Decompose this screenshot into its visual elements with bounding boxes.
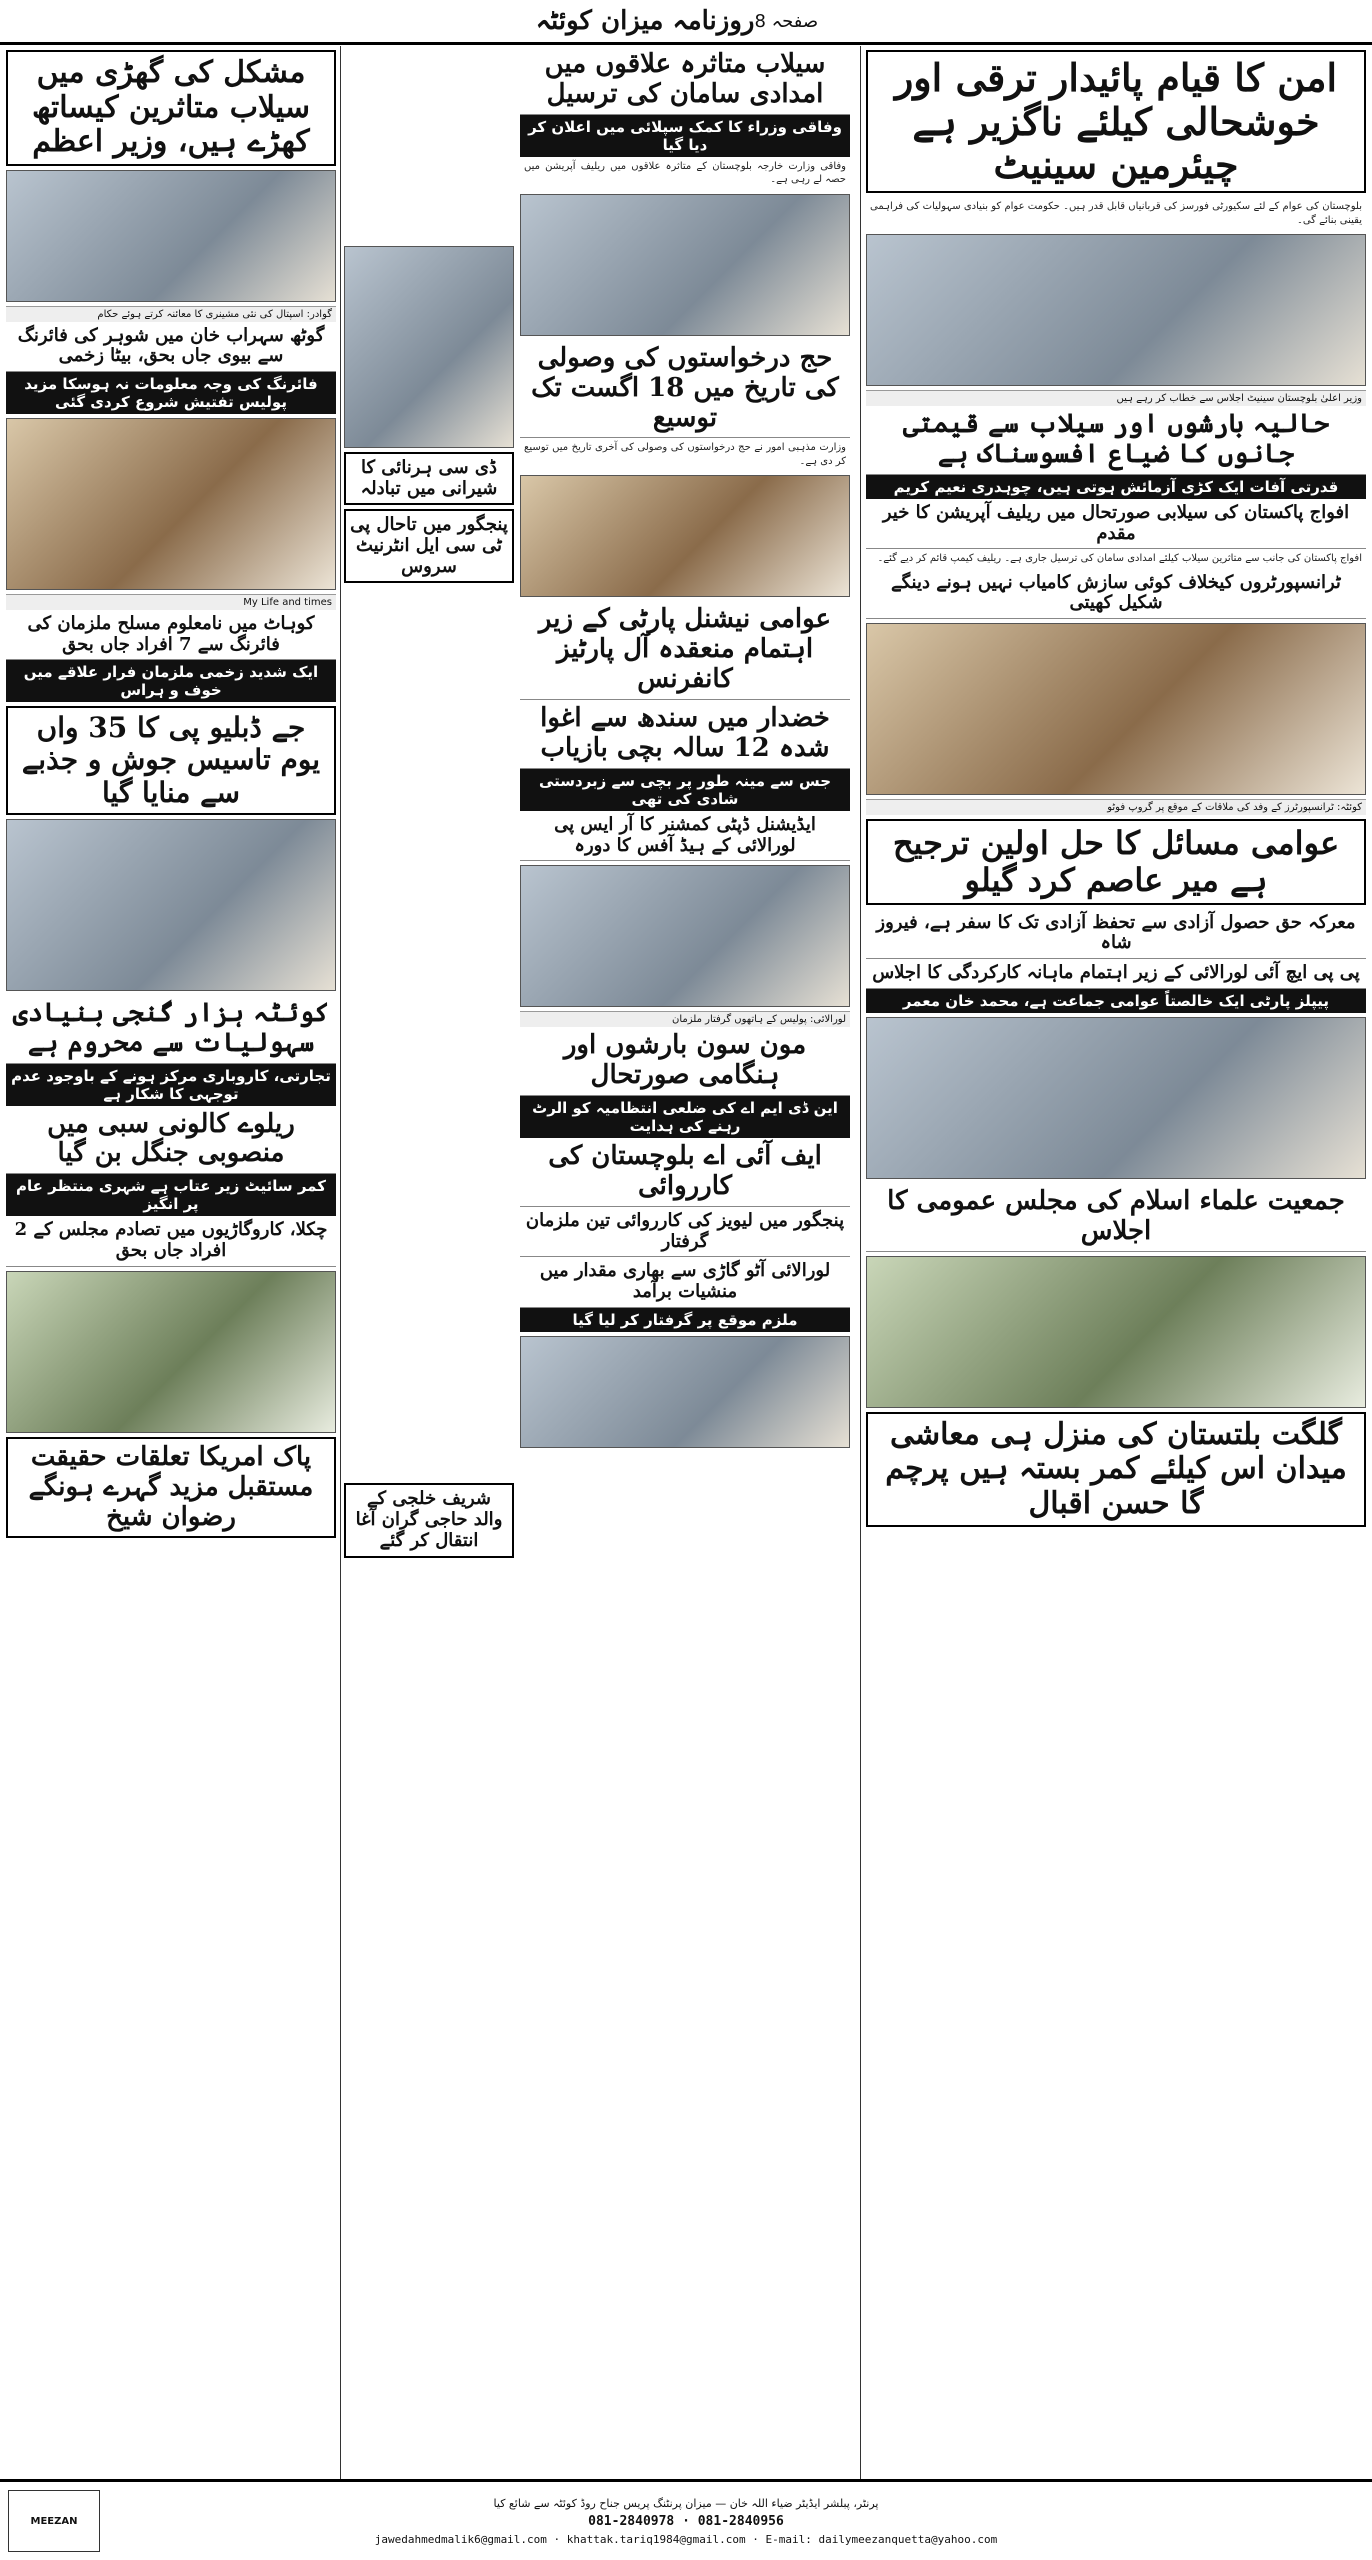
headline-hajj-extension: حج درخواستوں کی وصولی کی تاریخ میں 18 اگست تک توسیع [520, 340, 850, 439]
column-divider [340, 46, 341, 2480]
imprint-line: پرنٹر، پبلشر ایڈیٹر ضیاء اللہ خان — میزان پرنٹنگ پریس جناح روڈ کوئٹہ سے شائع کیا [493, 2496, 879, 2510]
page-number: صفحہ 8 [754, 10, 819, 32]
headline-collision: چکلا، کاروگاڑیوں میں تصادم مجلس کے 2 افراد جاں بحق [6, 1216, 336, 1266]
middle-column [520, 46, 850, 2480]
right-column [866, 46, 1366, 2480]
footer [0, 2479, 1372, 2560]
headline-loralai-drugs: لورالائی آٹو گاڑی سے بھاری مقدار میں منشیات برآمد [520, 1257, 850, 1307]
flood-site-photo [520, 475, 850, 597]
strip-suspect-arrested: ملزم موقع پر گرفتار کر لیا گیا [520, 1308, 850, 1332]
inner-middle-column [344, 46, 514, 2480]
strip-hazarganji: تجارتی، کاروباری مرکز ہونے کے باوجود عدم توجہی کا شکار ہے [6, 1064, 336, 1106]
headline-condolence: شریف خلجی کے والد حاجی گران آغا انتقال کر گئے [344, 1483, 514, 1557]
phone-numbers: 081-2840978 · 081-2840956 [588, 2513, 784, 2529]
transporters-photo [866, 623, 1366, 795]
strip-forced-marriage: جس سے مینہ طور پر بچی سے زبردستی شادی کی تھی [520, 769, 850, 811]
headline-monsoon: مون سون بارشوں اور ہنگامی صورتحال [520, 1027, 850, 1096]
headline-public-issues: عوامی مسائل کا حل اولین ترجیح ہے میر عاصم کرد گیلو [866, 819, 1366, 905]
headline-pm-flood: مشکل کی گھڑی میں سیلاب متاثرین کیساتھ کھڑے ہیں، وزیر اعظم [6, 50, 336, 166]
hospital-photo [520, 194, 850, 336]
headline-railway-colony: ریلوے کالونی سبی میں منصوبی جنگل بن گیا [6, 1106, 336, 1175]
headline-ptcl-internet: پنجگور میں تاحال پی ٹی سی ایل انٹرنیٹ سروس [344, 509, 514, 583]
headline-pak-us-relations: پاک امریکا تعلقات حقیقت مستقبل مزید گہرے ہونگے رضوان شیخ [6, 1437, 336, 1539]
headline-kohat-firing: کوہاٹ میں نامعلوم مسلح ملزمان کی فائرنگ سے 7 افراد جاں بحق [6, 610, 336, 660]
headline-pphi-meeting: پی پی ایچ آئی لورالائی کے زیر اہتمام ماہانہ کارکردگی کا اجلاس [866, 959, 1366, 989]
headline-anp-conference: عوامی نیشنل پارٹی کے زیر اہتمام منعقدہ آل پارٹیز کانفرنس [520, 601, 850, 700]
strip-kohat-fear: ایک شدید زخمی ملزمان فرار علاقے میں خوف و ہراس [6, 660, 336, 702]
publisher-logo [8, 2490, 100, 2552]
headline-fia-action: ایف آئی اے بلوچستان کی کارروائی [520, 1138, 850, 1207]
left-column [6, 46, 336, 2480]
headline-khuzdar-recovery: خضدار میں سندھ سے اغوا شدہ 12 سالہ بچی بازیاب [520, 700, 850, 769]
equipment-photo [344, 246, 514, 448]
arrest-photo [520, 865, 850, 1007]
gwadar-photo [6, 170, 336, 302]
headline-hazarganji: کوئٹہ ہزار گنجی بنیادی سہولیات سے محروم ہے [6, 995, 336, 1064]
lead-headline: امن کا قیام پائیدار ترقی اور خوشحالی کیلئے ناگزیر ہے چیئرمین سینیٹ [866, 50, 1366, 193]
headline-panjgur-levies: پنجگور میں لیویز کی کارروائی تین ملزمان گرفتار [520, 1207, 850, 1257]
headline-transporters: ٹرانسپورٹروں کیخلاف کوئی سازش کامیاب نہیں ہونے دینگے شکیل کھیتی [866, 569, 1366, 619]
headline-jwp-anniversary: جے ڈبلیو پی کا 35 واں یوم تاسیس جوش و جذبے سے منایا گیا [6, 706, 336, 815]
construction-photo [866, 1256, 1366, 1408]
headline-jui-meeting: جمعیت علماء اسلام کی مجلس عمومی کا اجلاس [866, 1183, 1366, 1252]
arrest-photo-caption: لورالائی: پولیس کے ہاتھوں گرفتار ملزمان [520, 1011, 850, 1027]
anniversary-photo [6, 819, 336, 991]
lead-photo-caption: وزیر اعلیٰ بلوچستان سینیٹ اجلاس سے خطاب کر رہے ہیں [866, 390, 1366, 406]
subhead-natural-disaster: قدرتی آفات ایک کڑی آزمائش ہوتی ہیں، چوہدری نعیم کریم [866, 475, 1366, 499]
headline-ppp: پیپلز پارٹی ایک خالصتاً عوامی جماعت ہے، محمد خان معمر [866, 989, 1366, 1013]
logo-text: MEEZAN [30, 2515, 78, 2527]
headline-army-relief: افواج پاکستان کی سیلابی صورتحال میں ریلیف آپریشن کا خیر مقدم [866, 499, 1366, 549]
headline-relief-goods: سیلاب متاثرہ علاقوں میں امدادی سامان کی ترسیل [520, 46, 850, 115]
press-conference-photo [6, 1271, 336, 1433]
headline-rain-flood: حالیہ بارشوں اور سیلاب سے قیمتی جانوں کا ضیاع افسوسناک ہے [866, 406, 1366, 475]
transporters-photo-caption: کوئٹہ: ٹرانسپورٹرز کے وفد کی ملاقات کے موقع پر گروپ فوٹو [866, 799, 1366, 815]
relief-body: وفاقی وزارت خارجہ بلوچستان کے متاثرہ علاقوں میں ریلیف آپریشن میں حصہ لے رہی ہے۔ [524, 160, 846, 186]
side-body: افواج پاکستان کی جانب سے متاثرین سیلاب کیلئے امدادی سامان کی ترسیل جاری ہے۔ ریلیف کیمپ قائم کر دیے گئے۔ [877, 553, 1362, 565]
book-photo-caption: My Life and times [6, 594, 336, 610]
gwadar-photo-caption: گوادر: اسپتال کی نئی مشینری کا معائنہ کرتے ہوئے حکام [6, 306, 336, 322]
headline-freedom-struggle: معرکہ حق حصول آزادی سے تحفظ آزادی تک کا سفر ہے، فیروز شاہ [866, 909, 1366, 959]
strip-railway-colony: کمر سائیٹ زیر عتاب ہے شہری منتظر عام پر انگیز [6, 1174, 336, 1216]
newspaper-brand: روزنامہ میزان کوئٹہ [535, 6, 755, 36]
headline-firing-incident: گوٹھ سہراب خان میں شوہر کی فائرنگ سے بیوی جاں بحق، بیٹا زخمی [6, 322, 336, 372]
loralai-photo [520, 1336, 850, 1448]
lead-body: بلوچستان کی عوام کے لئے سکیورٹی فورسز کی قربانیاں قابل قدر ہیں۔ حکومت عوام کو بنیادی سہولیات کی فراہمی یقینی بنائے گی۔ [870, 201, 1362, 226]
column-divider [860, 46, 861, 2480]
headline-gilgit-economy: گلگت بلتستان کی منزل ہی معاشی میدان اس کیلئے کمر بستہ ہیں پرچم گا حسن اقبال [866, 1412, 1366, 1528]
strip-federal-ministers: وفاقی وزراء کا کمک سپلائی میں اعلان کر دیا گیا [520, 115, 850, 157]
email-addresses: jawedahmedmalik6@gmail.com · khattak.tariq1984@gmail.com · E-mail: dailymeezanquetta@yahoo.com [374, 2532, 998, 2546]
police-photo [866, 1017, 1366, 1179]
masthead [0, 0, 1372, 45]
hajj-body: وزارت مذہبی امور نے حج درخواستوں کی وصولی کی آخری تاریخ میں توسیع کر دی ہے۔ [524, 442, 846, 467]
book-presentation-photo [6, 418, 336, 590]
headline-adc-visit: ایڈیشنل ڈپٹی کمشنر کا آر ایس پی لورالائی کے ہیڈ آفس کا دورہ [520, 811, 850, 861]
strip-police-investigation: فائرنگ کی وجہ معلومات نہ ہوسکا مزید پولیس تفتیش شروع کردی گئی [6, 372, 336, 414]
lead-photo [866, 234, 1366, 386]
headline-dc-transfer: ڈی سی ہرنائی کا شیرانی میں تبادلہ [344, 452, 514, 505]
strip-ndma-alert: این ڈی ایم اے کی ضلعی انتظامیہ کو الرٹ رہنے کی ہدایت [520, 1096, 850, 1138]
